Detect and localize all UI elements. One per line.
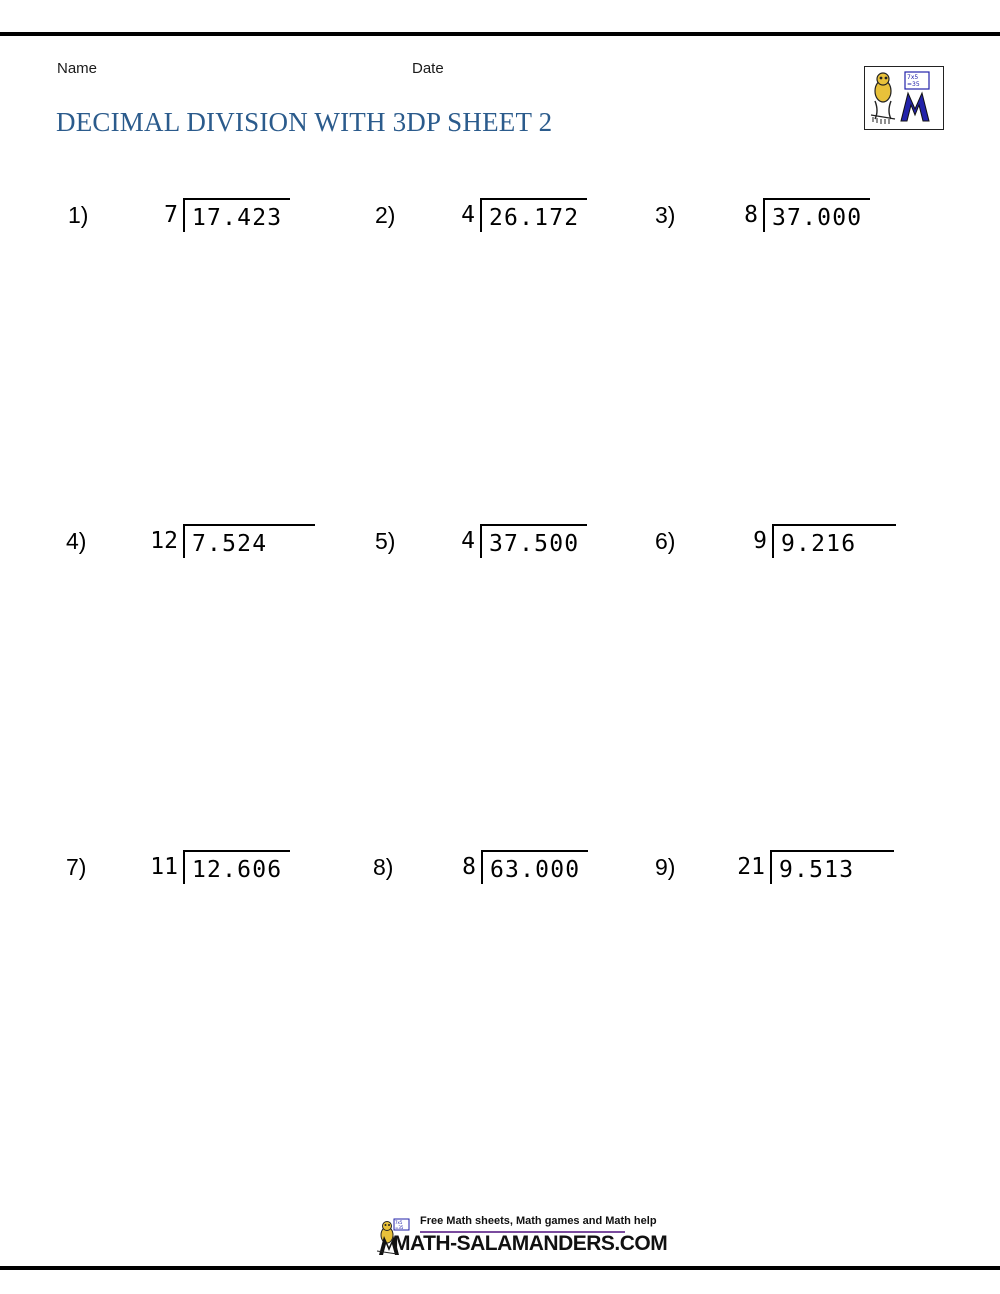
dividend: 37.000: [772, 205, 863, 231]
dividend: 37.500: [489, 531, 580, 557]
dividend-box: [481, 850, 588, 884]
divisor: 12: [150, 528, 178, 554]
dividend-box: [770, 850, 894, 884]
divisor: 11: [150, 854, 178, 880]
problem-number: 4): [66, 528, 87, 554]
divisor: 21: [737, 854, 765, 880]
page-title: DECIMAL DIVISION WITH 3DP SHEET 2: [56, 107, 553, 137]
dividend: 9.513: [779, 857, 855, 883]
problem-9: [655, 850, 894, 910]
problem-7: [66, 850, 290, 910]
name-label: Name: [57, 60, 98, 77]
dividend: 12.606: [192, 857, 283, 883]
divisor: 7: [164, 202, 178, 228]
problem-number: 3): [655, 202, 676, 228]
dividend: 63.000: [490, 857, 581, 883]
svg-text:=35: =35: [907, 81, 920, 88]
dividend: 26.172: [489, 205, 580, 231]
dividend: 9.216: [781, 531, 857, 557]
problem-3: [655, 198, 870, 258]
divisor: 8: [744, 202, 758, 228]
dividend-box: [480, 198, 587, 232]
problem-number: 6): [655, 528, 676, 554]
dividend-box: [480, 524, 587, 558]
dividend: 17.423: [192, 205, 283, 231]
divisor: 9: [753, 528, 767, 554]
problem-2: [375, 198, 587, 258]
footer-tagline: Free Math sheets, Math games and Math help: [420, 1215, 657, 1227]
problem-number: 9): [655, 854, 676, 880]
dividend-box: [772, 524, 896, 558]
problem-1: [68, 198, 290, 258]
problem-number: 1): [68, 202, 89, 228]
dividend: 7.524: [192, 531, 268, 557]
date-label: Date: [412, 60, 444, 77]
svg-text:=35: =35: [395, 1225, 404, 1230]
problem-6: [655, 524, 896, 584]
divisor: 8: [462, 854, 476, 880]
footer-url: MATH-SALAMANDERS.COM: [393, 1232, 668, 1255]
dividend-box: [183, 524, 315, 558]
dividend-box: [183, 850, 290, 884]
footer: [375, 1215, 668, 1261]
divisor: 4: [461, 528, 475, 554]
problem-number: 5): [375, 528, 396, 554]
problem-number: 8): [373, 854, 394, 880]
problem-5: [375, 524, 587, 584]
divisor: 4: [461, 202, 475, 228]
dividend-box: [763, 198, 870, 232]
svg-text:7x5: 7x5: [907, 74, 919, 81]
problem-number: 2): [375, 202, 396, 228]
dividend-box: [183, 198, 290, 232]
problem-8: [373, 850, 588, 910]
svg-text:7x5: 7x5: [395, 1220, 403, 1225]
problem-number: 7): [66, 854, 87, 880]
problem-4: [66, 524, 315, 584]
